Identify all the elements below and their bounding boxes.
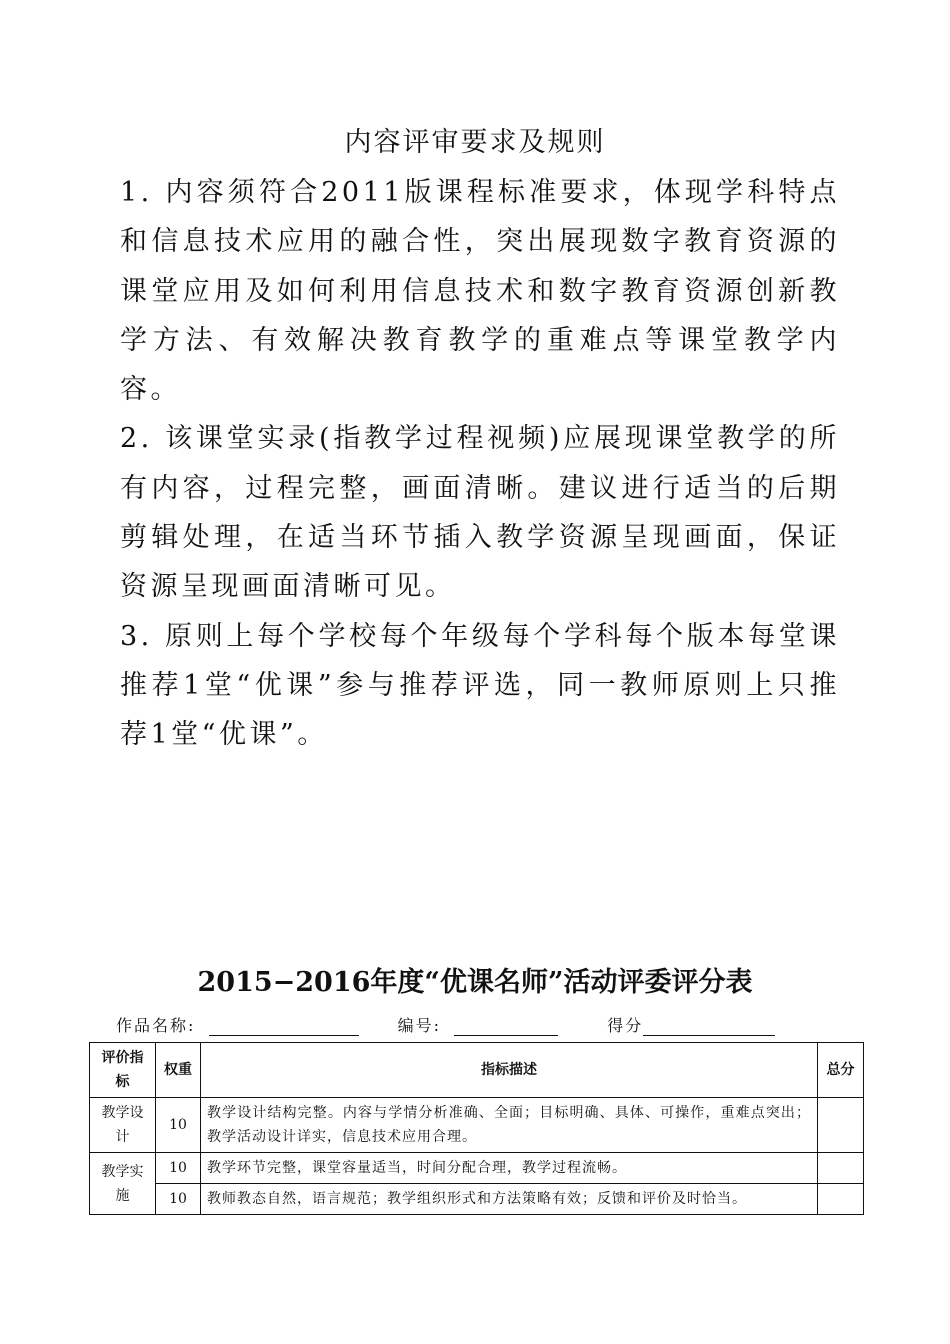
- rule-paragraph-2: 2. 该课堂实录(指教学过程视频)应展现课堂教学的所有内容，过程完整，画面清晰。建议进行适当的后期剪辑处理，在适当环节插入教学资源呈现画面，保证资源呈现画面清晰可见。: [120, 423, 840, 603]
- page-title: 内容评审要求及规则: [344, 127, 606, 158]
- form-info-row: [116, 1013, 799, 1036]
- work-name-field: [116, 1013, 359, 1036]
- indicator-cell: 教学实施: [90, 1153, 156, 1215]
- description-cell: 教学环节完整，课堂容量适当，时间分配合理，教学过程流畅。: [201, 1153, 818, 1184]
- indicator-cell: 教学设计: [90, 1098, 156, 1153]
- total-score-cell[interactable]: [818, 1153, 864, 1184]
- weight-cell: 10: [156, 1098, 201, 1153]
- rule-paragraph-1: 1. 内容须符合2011版课程标准要求，体现学科特点和信息技术应用的融合性，突出展现数字教育资源的课堂应用及如何利用信息技术和数字教育资源创新教学方法、有效解决教育教学的重难点等课堂教学内容。: [120, 177, 840, 406]
- work-name-blank[interactable]: [209, 1019, 359, 1036]
- header-indicator: 评价指标: [90, 1043, 156, 1098]
- table-row: [90, 1098, 864, 1153]
- table-header-row: [90, 1043, 864, 1098]
- number-label: 编号:: [397, 1016, 441, 1035]
- rules-body: [120, 168, 840, 760]
- score-form-title: 2015−2016年度“优课名师”活动评委评分表: [197, 967, 753, 998]
- header-weight: 权重: [156, 1043, 201, 1098]
- description-cell: 教学设计结构完整。内容与学情分析准确、全面；目标明确、具体、可操作，重难点突出；教学活动设计详实，信息技术应用合理。: [201, 1098, 818, 1153]
- total-score-cell[interactable]: [818, 1098, 864, 1153]
- score-table: [89, 1042, 864, 1215]
- rule-paragraph-3: 3. 原则上每个学校每个年级每个学科每个版本每堂课推荐1堂“优课”参与推荐评选，同一教师原则上只推荐1堂“优课”。: [120, 620, 840, 751]
- number-blank[interactable]: [454, 1019, 558, 1036]
- number-field: [398, 1013, 559, 1036]
- header-total: 总分: [818, 1043, 864, 1098]
- table-row: [90, 1184, 864, 1215]
- score-blank[interactable]: [643, 1019, 775, 1036]
- table-row: [90, 1153, 864, 1184]
- description-cell: 教师教态自然，语言规范；教学组织形式和方法策略有效；反馈和评价及时恰当。: [201, 1184, 818, 1215]
- total-score-cell[interactable]: [818, 1184, 864, 1215]
- work-name-label: 作品名称:: [116, 1016, 196, 1035]
- score-label: 得分: [607, 1016, 644, 1035]
- weight-cell: 10: [156, 1153, 201, 1184]
- header-description: 指标描述: [201, 1043, 818, 1098]
- weight-cell: 10: [156, 1184, 201, 1215]
- score-field: [607, 1013, 775, 1036]
